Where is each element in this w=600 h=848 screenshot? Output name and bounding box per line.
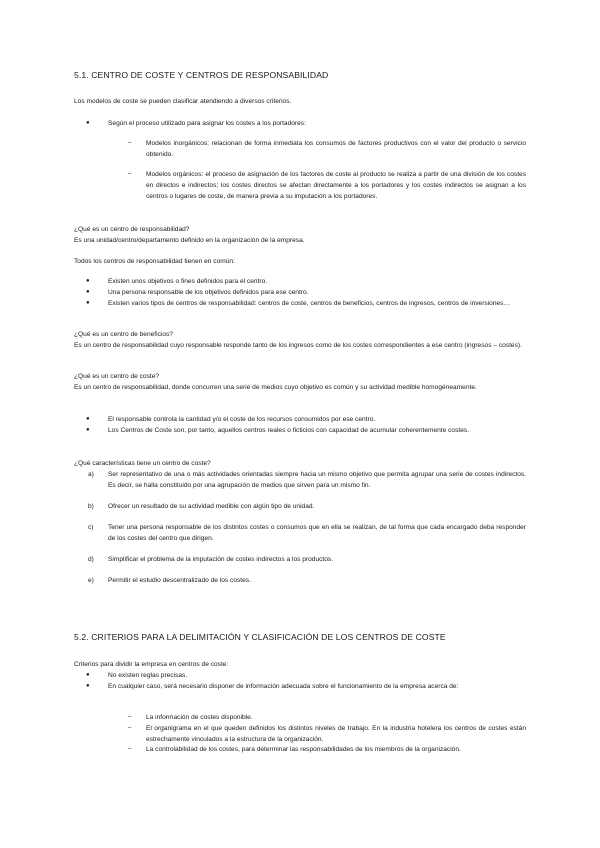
list-item	[88, 501, 526, 512]
bullet-marker: ●	[86, 672, 90, 678]
list-item-text: Modelos inorgánicos: relacionan de forma inmediata los consumos de factores productivos con el valor del producto o servicio obtenido.	[146, 140, 526, 158]
answer-text: Es una unidad/centro/departamento definido en la organización de la empresa.	[74, 237, 305, 244]
list-item	[88, 469, 526, 491]
list-item-text: Existen varios tipos de centros de responsabilidad: centros de coste, centros de beneficios, centros de ingresos, centros de inversiones…	[108, 300, 511, 307]
list-item-text: Simplificar el problema de la imputación de costes indirectos a los productos.	[108, 556, 334, 563]
list-item-text: La controlabilidad de los costes, para determinar las responsabilidades de los miembros de la organización.	[146, 746, 461, 753]
list-item-text: Ofrecer un resultado de su actividad medible con algún tipo de unidad.	[108, 503, 315, 510]
question-heading: ¿Qué características tiene un centro de coste?	[74, 460, 211, 467]
bullet-marker: ●	[86, 416, 90, 422]
bullet-marker: ●	[86, 289, 90, 295]
list-item-text: Existen unos objetivos o fines definidos para el centro.	[108, 278, 268, 285]
list-item	[88, 522, 526, 544]
list-letter: c)	[88, 524, 94, 531]
bullet-marker: ●	[86, 683, 90, 689]
answer-text: Es un centro de responsabilidad, donde concurren una serie de medios cuyo objetivo es común y su actividad medible homogéneamente.	[74, 384, 477, 391]
section-1-intro: Los modelos de coste se pueden clasificar atendiendo a diversos criterios.	[74, 98, 292, 105]
list-item	[88, 554, 526, 565]
list-item-text: No existen reglas precisas.	[108, 672, 188, 679]
list-item-text: Tener una persona responsable de los distintos costes o consumos que en ella se realizan, de tal forma que cada encargado deba responder de los costes del centro que dirigen.	[108, 524, 526, 542]
list-item	[128, 723, 526, 745]
list-item-text: La información de costes disponible.	[146, 714, 253, 721]
dash-marker: –	[128, 725, 132, 731]
list-item	[86, 276, 526, 287]
list-item	[86, 118, 526, 129]
list-item	[128, 712, 526, 723]
list-item-text: El responsable controla la cantidad y/o el coste de los recursos consumidos por ese centro.	[108, 416, 376, 423]
bullet-marker: ●	[86, 120, 90, 126]
question-heading: ¿Qué es un centro de responsabilidad?	[74, 226, 190, 233]
list-item-text: En cualquier caso, será necesario disponer de información adecuada sobre el funcionamiento de la empresa acerca de:	[108, 683, 459, 690]
list-item	[86, 681, 526, 692]
list-item-text: Permitir el estudio descentralizado de los costes.	[108, 577, 251, 584]
list-item-text: Ser representativo de una o más actividades orientadas siempre hacia un mismo objetivo que permita agrupar una serie de costes indirectos. Es decir, se halla constituido por una agrupación de medios que sirven para un mismo fin.	[108, 471, 526, 489]
list-letter: e)	[88, 577, 94, 584]
list-item	[128, 138, 526, 160]
dash-marker: –	[128, 171, 132, 177]
list-item-text: Una persona responsable de los objetivos definidos para ese centro.	[108, 289, 309, 296]
list-item-text: Según el proceso utilizado para asignar los costes a los portadores:	[108, 120, 306, 127]
question-heading: ¿Qué es un centro de coste?	[74, 373, 160, 380]
bullet-marker: ●	[86, 427, 90, 433]
list-item	[86, 298, 526, 309]
section-1-title: 5.1. CENTRO DE COSTE Y CENTROS DE RESPONSABILIDAD	[74, 70, 329, 80]
paragraph: Todos los centros de responsabilidad tienen en común:	[74, 258, 235, 265]
list-item-text: El organigrama en el que queden definidos los distintos niveles de trabajo. En la industria hotelera los centros de costes están estrechamente vinculados a la estructura de la organización.	[146, 725, 526, 743]
list-item	[86, 425, 526, 436]
list-item	[88, 575, 526, 586]
answer-text: Es un centro de responsabilidad cuyo responsable responde tanto de los ingresos como de los costes correspondientes a ese centro (ingresos – costes).	[74, 342, 522, 349]
list-item	[86, 287, 526, 298]
list-item	[86, 670, 526, 681]
list-item-text: Modelos orgánicos: el proceso de asignación de los factores de coste al producto se realiza a partir de una división de los costes en directos e indirectos; los costes directos se afectan directamente a los portadores y los costes indirectos se asignan a los centros o lugares de coste, de manera previa a su imputación a los portadores.	[146, 171, 526, 200]
dash-marker: –	[128, 140, 132, 146]
list-letter: a)	[88, 471, 94, 478]
question-heading: ¿Qué es un centro de beneficios?	[74, 331, 173, 338]
list-item	[128, 744, 526, 755]
bullet-marker: ●	[86, 300, 90, 306]
list-item	[128, 169, 526, 202]
dash-marker: –	[128, 714, 132, 720]
list-letter: d)	[88, 556, 94, 563]
list-letter: b)	[88, 503, 94, 510]
list-item	[86, 414, 526, 425]
bullet-marker: ●	[86, 278, 90, 284]
section-2-title: 5.2. CRITERIOS PARA LA DELIMITACIÓN Y CLASIFICACIÓN DE LOS CENTROS DE COSTE	[74, 632, 446, 642]
list-item-text: Los Centros de Coste son, por tanto, aquellos centros reales o ficticios con capacidad de acumular coherentemente costes.	[108, 427, 470, 434]
dash-marker: –	[128, 746, 132, 752]
section-2-intro: Criterios para dividir la empresa en centros de coste:	[74, 661, 229, 668]
